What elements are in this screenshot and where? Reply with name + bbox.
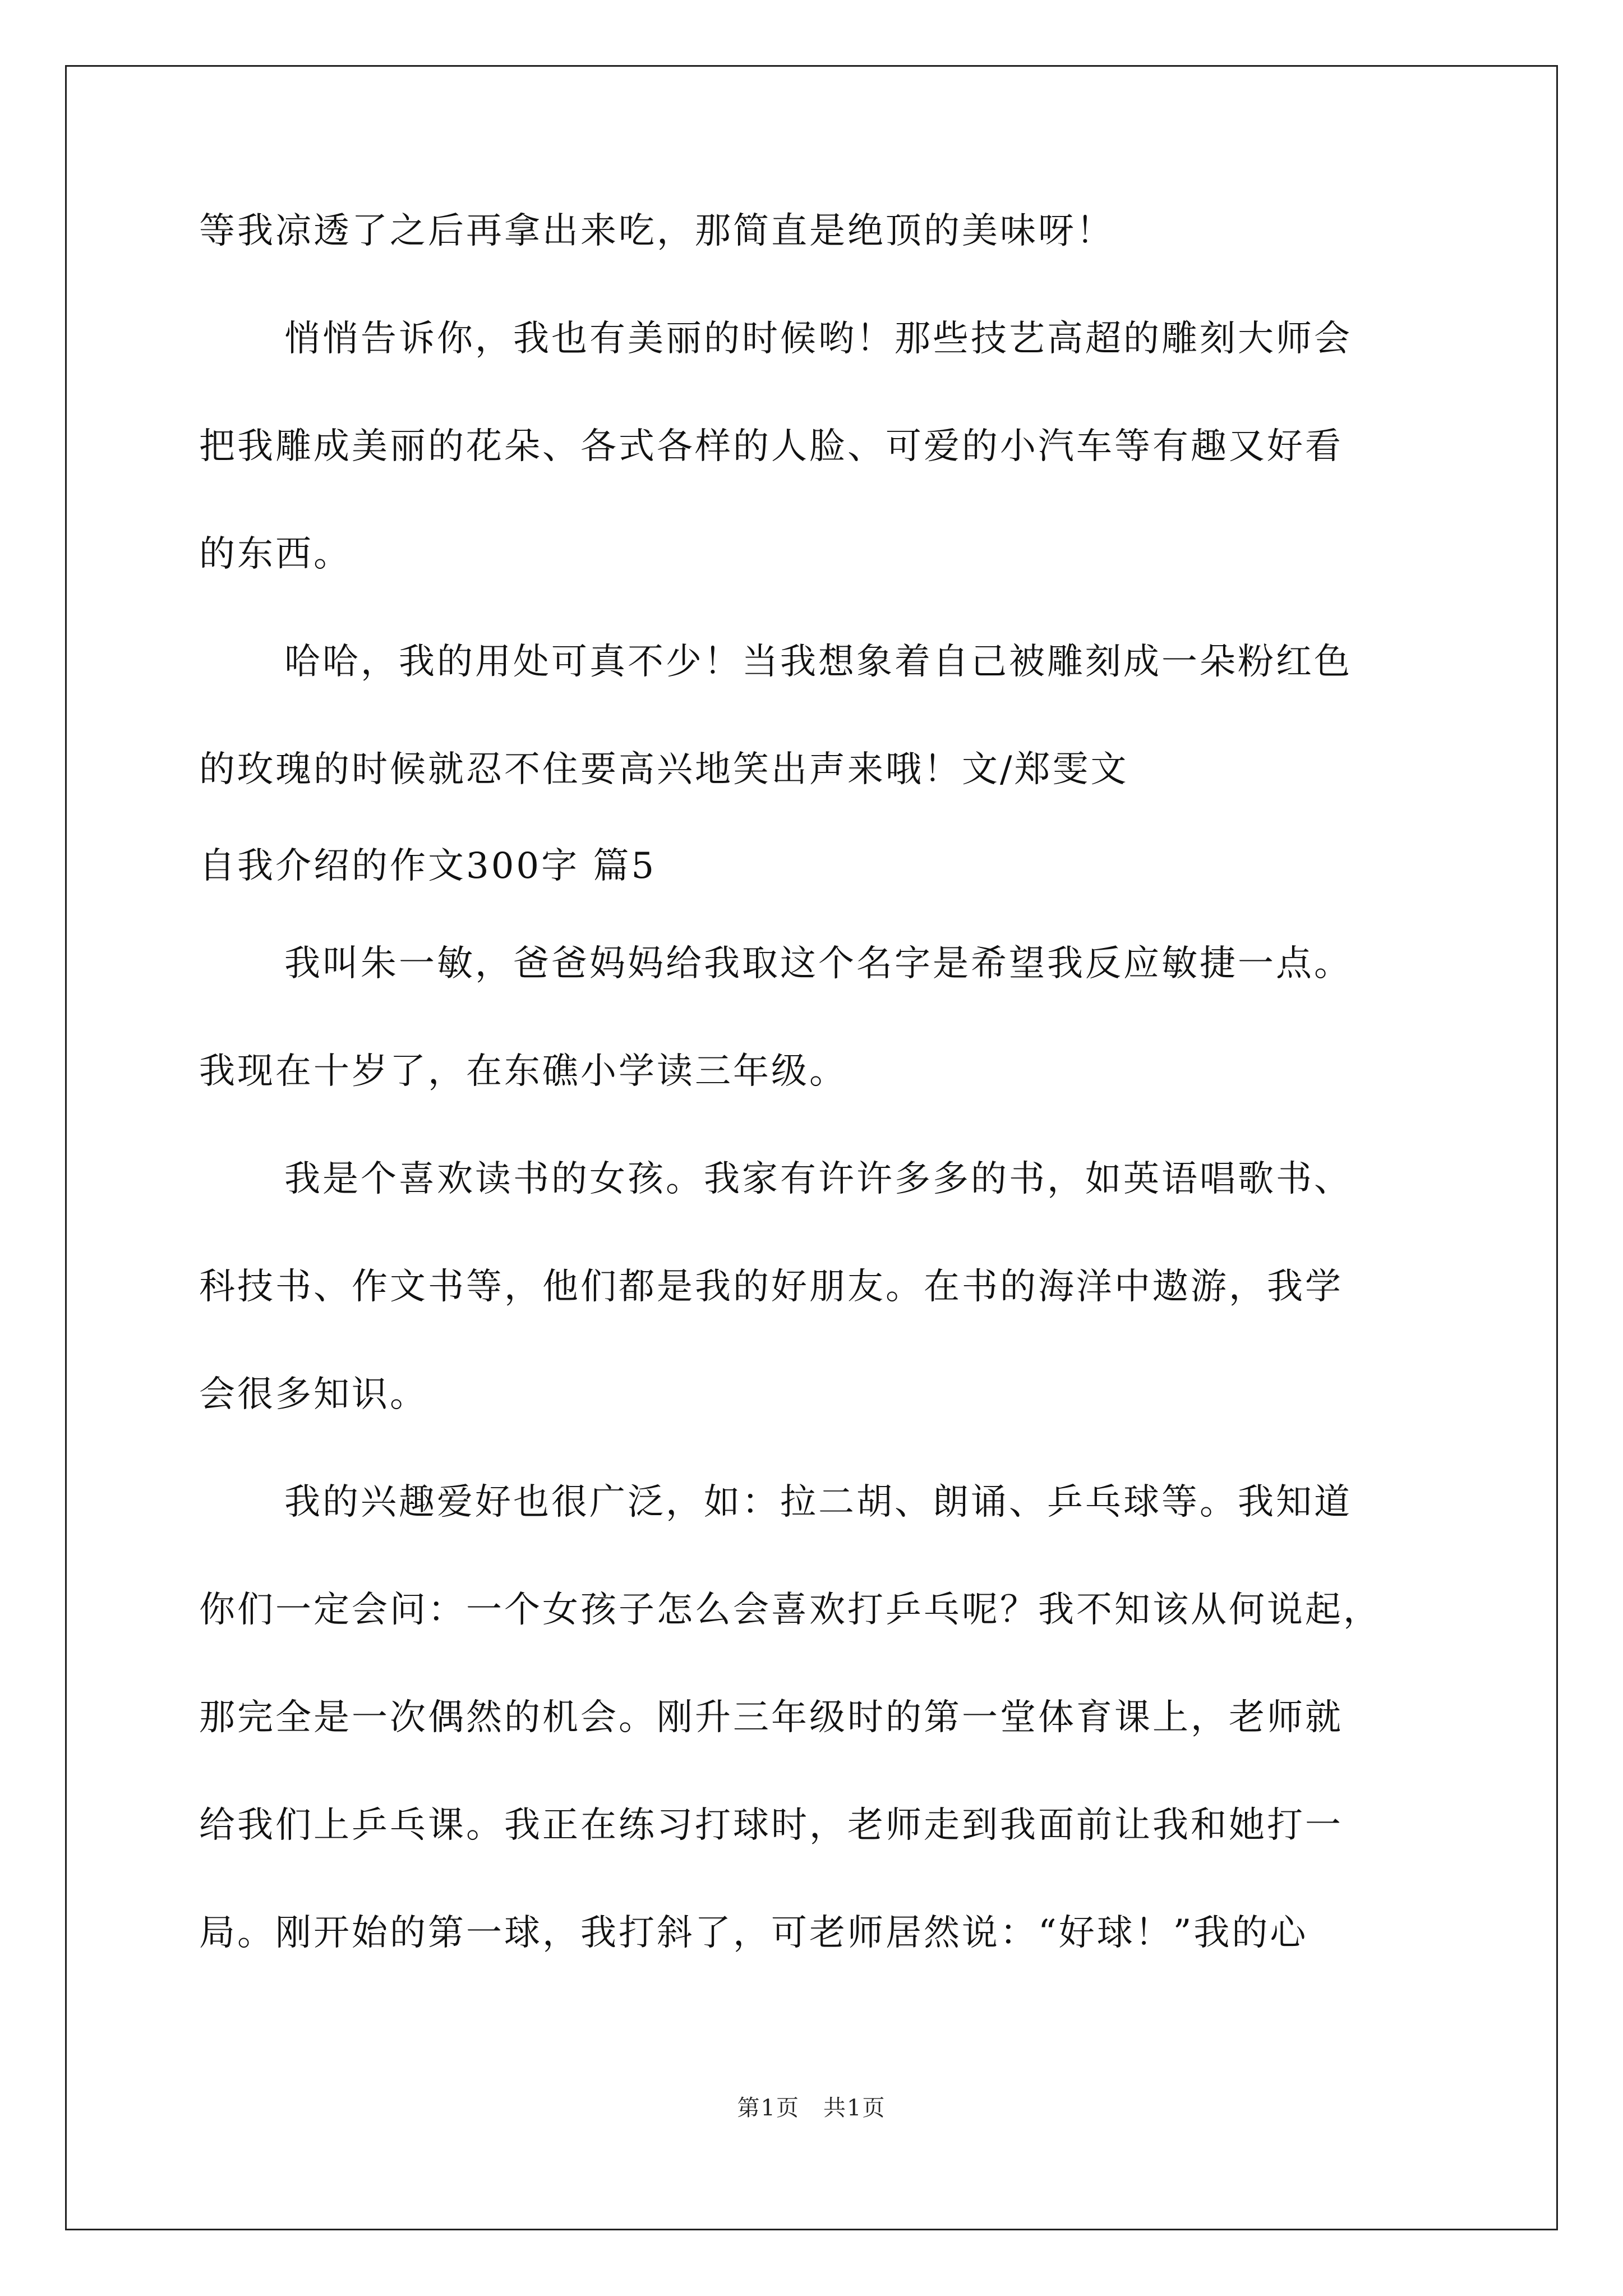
- paragraph-first-line: 我的兴趣爱好也很广泛，如：拉二胡、朗诵、乒乓球等。我知道: [284, 1481, 1352, 1523]
- text-line: 的东西。: [199, 533, 352, 575]
- text-line: 会很多知识。: [199, 1374, 428, 1415]
- paragraph-first-line: 哈哈，我的用处可真不少！当我想象着自己被雕刻成一朵粉红色: [284, 641, 1352, 683]
- text-line: 给我们上乒乓课。我正在练习打球时，老师走到我面前让我和她打一: [199, 1805, 1343, 1846]
- text-line: 你们一定会问：一个女孩子怎么会喜欢打乒乓呢？我不知该从何说起，: [199, 1589, 1381, 1631]
- paragraph-first-line: 悄悄告诉你，我也有美丽的时候哟！那些技艺高超的雕刻大师会: [284, 318, 1352, 360]
- page-footer: 第1页 共1页: [737, 2095, 886, 2121]
- text-line: 等我凉透了之后再拿出来吃，那简直是绝顶的美味呀！: [199, 210, 1114, 252]
- text-line: 那完全是一次偶然的机会。刚升三年级时的第一堂体育课上，老师就: [199, 1697, 1343, 1738]
- text-line: 我现在十岁了，在东礁小学读三年级。: [199, 1051, 847, 1092]
- text-line: 局。刚开始的第一球，我打斜了，可老师居然说：“好球！”我的心: [199, 1912, 1308, 1954]
- page-border: [65, 65, 1558, 2230]
- text-line: 的玫瑰的时候就忍不住要高兴地笑出声来哦！文/郑雯文: [199, 749, 1129, 790]
- text-line: 把我雕成美丽的花朵、各式各样的人脸、可爱的小汽车等有趣又好看: [199, 426, 1343, 467]
- paragraph-first-line: 我叫朱一敏，爸爸妈妈给我取这个名字是希望我反应敏捷一点。: [284, 943, 1352, 984]
- paragraph-first-line: 我是个喜欢读书的女孩。我家有许许多多的书，如英语唱歌书、: [284, 1158, 1352, 1200]
- section-heading: 自我介绍的作文300字 篇5: [199, 845, 657, 887]
- text-line: 科技书、作文书等，他们都是我的好朋友。在书的海洋中遨游，我学: [199, 1266, 1343, 1308]
